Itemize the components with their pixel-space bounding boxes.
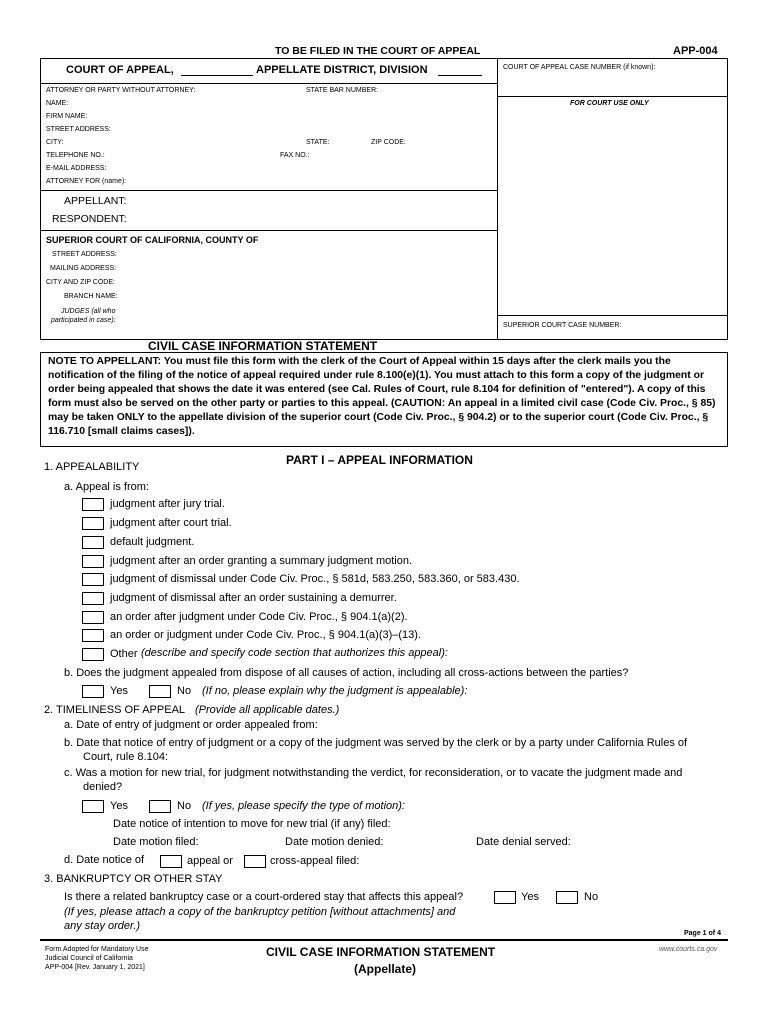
page-number: Page 1 of 4 [684, 930, 721, 937]
yes-label: Yes [110, 800, 128, 812]
to-be-filed-heading: TO BE FILED IN THE COURT OF APPEAL [275, 45, 481, 57]
checkbox-jury-trial[interactable] [82, 498, 104, 511]
checkbox-appeal[interactable] [160, 855, 182, 868]
timeliness-hint: (Provide all applicable dates.) [195, 704, 340, 716]
email-label: E-MAIL ADDRESS: [46, 165, 107, 172]
branch-name-label: BRANCH NAME: [64, 293, 118, 300]
date-notice-of-label: d. Date notice of [64, 854, 145, 866]
appellant-label: APPELLANT: [64, 195, 127, 207]
division-input[interactable] [438, 64, 482, 76]
yes-label: Yes [110, 685, 128, 697]
motion-filed-label: Date motion filed: [113, 836, 199, 848]
other-label: Other [110, 648, 138, 660]
checkbox-default-judgment[interactable] [82, 536, 104, 549]
yes-label: Yes [521, 891, 539, 903]
street-address-label: STREET ADDRESS: [46, 126, 111, 133]
cross-appeal-label: cross-appeal filed: [270, 855, 360, 867]
date-notice-served-label: b. Date that notice of entry of judgment or a copy of the judgment was served by the clerk or by a party under California Rules of [64, 737, 688, 749]
attorney-heading: ATTORNEY OR PARTY WITHOUT ATTORNEY: [46, 87, 196, 94]
motion-denied-label: Date motion denied: [285, 836, 384, 848]
adopted-line-2: Judicial Council of California [45, 955, 133, 962]
appeal-or-label: appeal or [187, 855, 233, 867]
form-id: APP-004 [673, 45, 718, 57]
motion-new-trial-question: c. Was a motion for new trial, for judgment notwithstanding the verdict, for reconsideration, or to vacate the judgment made and [64, 767, 683, 779]
case-number-label: COURT OF APPEAL CASE NUMBER (if known): [503, 64, 656, 71]
bankruptcy-hint-2: any stay order.) [64, 920, 141, 932]
option-label: an order after judgment under Code Civ. Proc., § 904.1(a)(2). [110, 611, 408, 623]
option-label: judgment after an order granting a summary judgment motion. [110, 555, 413, 567]
city-label: CITY: [46, 139, 64, 146]
footer-subtitle: (Appellate) [354, 962, 417, 976]
bankruptcy-hint: (If yes, please attach a copy of the bankruptcy petition [without attachments] and [64, 906, 456, 918]
appellate-district-input[interactable] [181, 64, 253, 76]
date-entry-label: a. Date of entry of judgment or order appealed from: [64, 719, 318, 731]
state-label: STATE: [306, 139, 330, 146]
superior-mailing-label: MAILING ADDRESS: [50, 265, 117, 272]
checkbox-dismissal-demurrer[interactable] [82, 592, 104, 605]
superior-street-label: STREET ADDRESS: [52, 251, 117, 258]
checkbox-dispose-yes[interactable] [82, 685, 104, 698]
adopted-line-3: APP-004 [Rev. January 1, 2021] [45, 964, 145, 971]
part-one-heading: PART I – APPEAL INFORMATION [286, 453, 473, 467]
option-label: judgment after jury trial. [110, 498, 225, 510]
option-label: default judgment. [110, 536, 195, 548]
option-label: judgment of dismissal under Code Civ. Proc., § 581d, 583.250, 583.360, or 583.430. [110, 573, 520, 585]
form-title: CIVIL CASE INFORMATION STATEMENT [148, 339, 378, 353]
intent-filed-label: Date notice of intention to move for new trial (if any) filed: [113, 818, 391, 830]
checkbox-dismissal-581d[interactable] [82, 573, 104, 586]
option-label: judgment after court trial. [110, 517, 232, 529]
checkbox-dispose-no[interactable] [149, 685, 171, 698]
checkbox-order-904-1[interactable] [82, 629, 104, 642]
checkbox-court-trial[interactable] [82, 517, 104, 530]
firm-name-label: FIRM NAME: [46, 113, 88, 120]
attorney-for-label: ATTORNEY FOR (name): [46, 178, 127, 185]
state-bar-label: STATE BAR NUMBER: [306, 87, 379, 94]
appellate-district-label: APPELLATE DISTRICT, DIVISION [256, 64, 428, 76]
checkbox-summary-judgment[interactable] [82, 555, 104, 568]
other-hint: (describe and specify code section that authorizes this appeal): [141, 647, 448, 659]
checkbox-cross-appeal[interactable] [244, 855, 266, 868]
zip-label: ZIP CODE: [371, 139, 406, 146]
checkbox-motion-yes[interactable] [82, 800, 104, 813]
note-to-appellant: NOTE TO APPELLANT: You must file this form with the clerk of the Court of Appeal within 15 days after the clerk mails you the notification of the filing of the notice of appeal required under rule 8.100(e)(1). You must attach to this form a copy of the judgment or order being appealed that shows the date it was entered (see Cal. Rules of Court, rule 8.104 for definition of "entered"). A copy of this form must also be served on the other party or parties to this appeal. (CAUTION: An appeal in a limited civil case (Code Civ. Proc., § 85) may be taken ONLY to the appellate division of the superior court (Code Civ. Proc., § 904.2) or to the superior court (Code Civ. Proc., § 116.710 [small claims cases]). [48, 356, 716, 437]
option-label: an order or judgment under Code Civ. Proc., § 904.1(a)(3)–(13). [110, 629, 422, 641]
superior-court-heading: SUPERIOR COURT OF CALIFORNIA, COUNTY OF [46, 235, 259, 245]
appealability-heading: 1. APPEALABILITY [44, 461, 140, 473]
court-of-appeal-label: COURT OF APPEAL, [66, 64, 174, 76]
dispose-hint: (If no, please explain why the judgment is appealable): [202, 685, 468, 697]
adopted-line-1: Form Adopted for Mandatory Use [45, 946, 149, 953]
superior-city-zip-label: CITY AND ZIP CODE: [46, 279, 115, 286]
checkbox-other[interactable] [82, 648, 104, 661]
bankruptcy-question: Is there a related bankruptcy case or a court-ordered stay that affects this appeal? [64, 891, 464, 903]
courts-url[interactable]: www.courts.ca.gov [659, 946, 718, 953]
superior-case-number-label: SUPERIOR COURT CASE NUMBER: [503, 322, 622, 329]
checkbox-motion-no[interactable] [149, 800, 171, 813]
denial-served-label: Date denial served: [476, 836, 571, 848]
date-notice-served-label-2: Court, rule 8.104: [83, 751, 168, 763]
judges-label-2: participated in case): [51, 317, 116, 324]
bankruptcy-heading: 3. BANKRUPTCY OR OTHER STAY [44, 873, 223, 885]
checkbox-bankruptcy-yes[interactable] [494, 891, 516, 904]
no-label: No [177, 800, 192, 812]
dispose-all-question: b. Does the judgment appealed from dispose of all causes of action, including all cross-actions between the parties? [64, 667, 629, 679]
checkbox-order-after-judgment[interactable] [82, 611, 104, 624]
motion-new-trial-question-2: denied? [83, 781, 123, 793]
motion-type-hint: (If yes, please specify the type of motion): [202, 800, 405, 812]
footer-title: CIVIL CASE INFORMATION STATEMENT [266, 945, 496, 959]
for-court-use-label: FOR COURT USE ONLY [570, 100, 649, 107]
timeliness-heading: 2. TIMELINESS OF APPEAL [44, 704, 186, 716]
no-label: No [177, 685, 192, 697]
checkbox-bankruptcy-no[interactable] [556, 891, 578, 904]
respondent-label: RESPONDENT: [52, 213, 127, 225]
option-label: judgment of dismissal after an order sustaining a demurrer. [110, 592, 397, 604]
no-label: No [584, 891, 599, 903]
telephone-label: TELEPHONE NO.: [46, 152, 105, 159]
appeal-is-from-label: a. Appeal is from: [64, 481, 149, 493]
judges-label: JUDGES (all who [61, 308, 116, 315]
fax-label: FAX NO.: [280, 152, 310, 159]
attorney-name-label: NAME: [46, 100, 69, 107]
